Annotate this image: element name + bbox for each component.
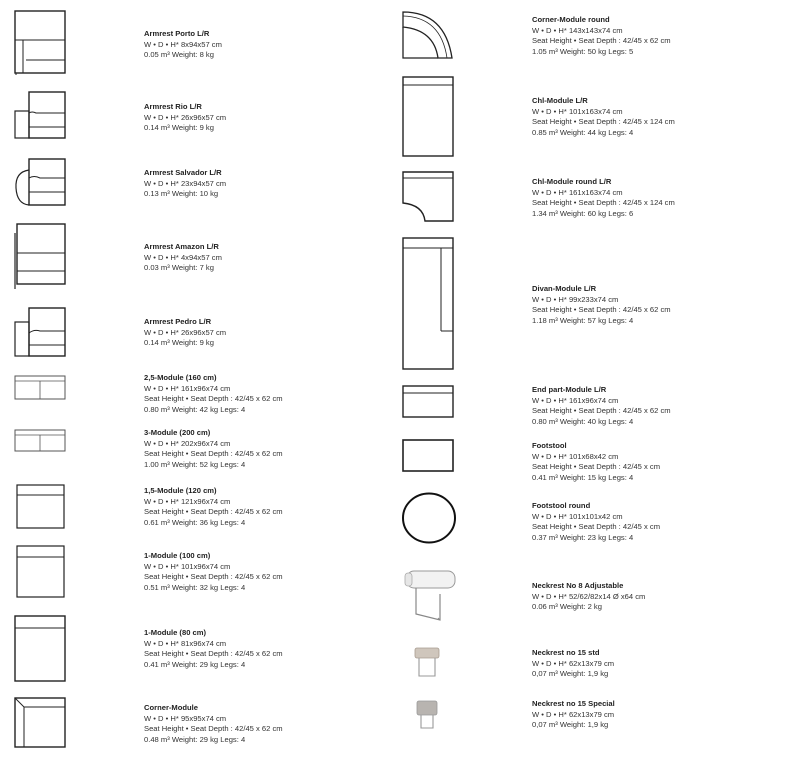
- neckrest-no15-std-icon: [413, 646, 441, 680]
- product-volume-weight: 1.00 m³ Weight: 52 kg Legs: 4: [144, 459, 246, 469]
- product-entry: [532, 96, 675, 138]
- product-volume-weight: 0.80 m³ Weight: 42 kg Legs: 4: [144, 404, 246, 414]
- product-entry: [144, 317, 226, 349]
- product-entry: [144, 242, 222, 274]
- product-volume-weight: 0.14 m³ Weight: 9 kg: [144, 338, 214, 348]
- product-seat: Seat Height • Seat Depth : 42/45 x 62 cm: [532, 36, 671, 46]
- product-dimensions: W • D • H* 161x163x74 cm: [532, 187, 623, 197]
- product-entry: [532, 648, 614, 680]
- product-volume-weight: 0.61 m³ Weight: 36 kg Legs: 4: [144, 517, 246, 527]
- module-1-80-icon: [14, 615, 66, 683]
- product-entry: [532, 385, 671, 427]
- product-dimensions: W • D • H* 62x13x79 cm: [532, 658, 615, 668]
- armrest-rio-icon: [14, 91, 66, 141]
- product-seat: Seat Height • Seat Depth : 42/45 x 62 cm: [144, 724, 283, 734]
- product-seat: Seat Height • Seat Depth : 42/45 x 62 cm: [144, 449, 283, 459]
- product-name: Chl-Module L/R: [532, 96, 588, 105]
- product-dimensions: W • D • H* 101x163x74 cm: [532, 106, 623, 116]
- product-dimensions: W • D • H* 143x143x74 cm: [532, 25, 623, 35]
- corner-module-round-icon: [401, 10, 455, 62]
- product-volume-weight: 1.05 m³ Weight: 50 kg Legs: 5: [532, 46, 634, 56]
- product-volume-weight: 0.41 m³ Weight: 29 kg Legs: 4: [144, 659, 246, 669]
- end-part-module-icon: [401, 385, 455, 419]
- product-dimensions: W • D • H* 121x96x74 cm: [144, 496, 231, 506]
- product-name: Footstool round: [532, 501, 591, 510]
- product-dimensions: W • D • H* 52/62/82x14 Ø x64 cm: [532, 591, 646, 601]
- product-entry: [144, 703, 283, 745]
- product-volume-weight: 0,07 m³ Weight: 1,9 kg: [532, 720, 609, 730]
- product-volume-weight: 0.03 m³ Weight: 7 kg: [144, 263, 214, 273]
- product-dimensions: W • D • H* 26x96x57 cm: [144, 327, 227, 337]
- product-volume-weight: 1.34 m³ Weight: 60 kg Legs: 6: [532, 208, 634, 218]
- product-volume-weight: 0,07 m³ Weight: 1,9 kg: [532, 669, 609, 679]
- product-name: Armrest Porto L/R: [144, 29, 210, 38]
- product-name: Neckrest No 8 Adjustable: [532, 581, 624, 590]
- product-seat: Seat Height • Seat Depth : 42/45 x cm: [532, 522, 661, 532]
- product-volume-weight: 0.48 m³ Weight: 29 kg Legs: 4: [144, 734, 246, 744]
- product-name: 3-Module (200 cm): [144, 428, 211, 437]
- product-dimensions: W • D • H* 81x96x74 cm: [144, 638, 227, 648]
- product-entry: [144, 29, 222, 61]
- footstool-round-icon: [401, 492, 457, 544]
- product-dimensions: W • D • H* 101x101x42 cm: [532, 511, 623, 521]
- armrest-amazon-icon: [14, 223, 66, 291]
- product-entry: [532, 284, 671, 326]
- product-volume-weight: 0.80 m³ Weight: 40 kg Legs: 4: [532, 416, 634, 426]
- product-volume-weight: 0.05 m³ Weight: 8 kg: [144, 50, 214, 60]
- product-volume-weight: 0.85 m³ Weight: 44 kg Legs: 4: [532, 127, 634, 137]
- product-dimensions: W • D • H* 161x96x74 cm: [532, 395, 619, 405]
- product-seat: Seat Height • Seat Depth : 42/45 x 62 cm: [144, 649, 283, 659]
- product-seat: Seat Height • Seat Depth : 42/45 x 124 cm: [532, 117, 675, 127]
- chl-module-round-icon: [401, 171, 455, 223]
- product-volume-weight: 0.37 m³ Weight: 23 kg Legs: 4: [532, 532, 634, 542]
- product-dimensions: W • D • H* 101x68x42 cm: [532, 451, 619, 461]
- product-name: 2,5-Module (160 cm): [144, 373, 217, 382]
- module-2-5-icon: [14, 375, 66, 401]
- product-volume-weight: 0.13 m³ Weight: 10 kg: [144, 189, 219, 199]
- product-name: End part-Module L/R: [532, 385, 607, 394]
- product-entry: [144, 168, 226, 200]
- product-volume-weight: 1.18 m³ Weight: 57 kg Legs: 4: [532, 315, 634, 325]
- product-entry: [144, 102, 226, 134]
- product-dimensions: W • D • H* 62x13x79 cm: [532, 709, 615, 719]
- product-entry: [144, 373, 283, 415]
- corner-module-icon: [14, 697, 66, 749]
- product-entry: [532, 501, 660, 543]
- product-seat: Seat Height • Seat Depth : 42/45 x 62 cm: [532, 406, 671, 416]
- footstool-icon: [401, 439, 455, 473]
- product-name: Divan-Module L/R: [532, 284, 597, 293]
- product-name: Corner-Module: [144, 703, 198, 712]
- product-name: Neckrest no 15 Special: [532, 699, 615, 708]
- neckrest-no15-special-icon: [413, 699, 441, 731]
- armrest-porto-icon: [14, 10, 66, 76]
- product-seat: Seat Height • Seat Depth : 42/45 x 62 cm: [144, 394, 283, 404]
- module-1-100-icon: [16, 545, 66, 599]
- product-name: Armrest Salvador L/R: [144, 168, 222, 177]
- product-name: Armrest Rio L/R: [144, 102, 202, 111]
- product-name: Chl-Module round L/R: [532, 177, 612, 186]
- product-entry: [532, 581, 645, 613]
- product-seat: Seat Height • Seat Depth : 42/45 x 124 cm: [532, 198, 675, 208]
- armrest-salvador-icon: [14, 158, 66, 208]
- product-seat: Seat Height • Seat Depth : 42/45 x 62 cm: [144, 507, 283, 517]
- product-name: 1-Module (100 cm): [144, 551, 211, 560]
- product-volume-weight: 0.06 m³ Weight: 2 kg: [532, 602, 602, 612]
- product-entry: [144, 486, 283, 528]
- product-entry: [144, 428, 283, 470]
- neckrest-no8-icon: [404, 568, 460, 624]
- product-dimensions: W • D • H* 95x95x74 cm: [144, 713, 227, 723]
- divan-module-icon: [401, 237, 455, 371]
- product-name: 1-Module (80 cm): [144, 628, 207, 637]
- product-seat: Seat Height • Seat Depth : 42/45 x 62 cm: [532, 305, 671, 315]
- armrest-pedro-icon: [14, 307, 66, 357]
- product-name: 1,5-Module (120 cm): [144, 486, 217, 495]
- product-seat: Seat Height • Seat Depth : 42/45 x 62 cm: [144, 572, 283, 582]
- product-dimensions: W • D • H* 202x96x74 cm: [144, 438, 231, 448]
- product-entry: [144, 551, 283, 593]
- module-3-icon: [14, 429, 66, 453]
- product-entry: [144, 628, 283, 670]
- product-dimensions: W • D • H* 26x96x57 cm: [144, 112, 227, 122]
- product-seat: Seat Height • Seat Depth : 42/45 x cm: [532, 462, 661, 472]
- product-entry: [532, 441, 660, 483]
- product-dimensions: W • D • H* 101x96x74 cm: [144, 561, 231, 571]
- product-entry: [532, 15, 671, 57]
- product-name: Footstool: [532, 441, 567, 450]
- product-name: Armrest Amazon L/R: [144, 242, 219, 251]
- product-entry: [532, 177, 675, 219]
- chl-module-icon: [401, 76, 455, 158]
- product-dimensions: W • D • H* 23x94x57 cm: [144, 178, 227, 188]
- product-entry: [532, 699, 615, 731]
- product-name: Armrest Pedro L/R: [144, 317, 212, 326]
- product-dimensions: W • D • H* 99x233x74 cm: [532, 294, 619, 304]
- product-dimensions: W • D • H* 4x94x57 cm: [144, 252, 222, 262]
- product-name: Neckrest no 15 std: [532, 648, 600, 657]
- module-1-5-icon: [16, 484, 66, 530]
- product-volume-weight: 0.14 m³ Weight: 9 kg: [144, 123, 214, 133]
- product-volume-weight: 0.51 m³ Weight: 32 kg Legs: 4: [144, 582, 246, 592]
- product-name: Corner-Module round: [532, 15, 610, 24]
- product-volume-weight: 0.41 m³ Weight: 15 kg Legs: 4: [532, 472, 634, 482]
- product-dimensions: W • D • H* 161x96x74 cm: [144, 383, 231, 393]
- product-dimensions: W • D • H* 8x94x57 cm: [144, 39, 222, 49]
